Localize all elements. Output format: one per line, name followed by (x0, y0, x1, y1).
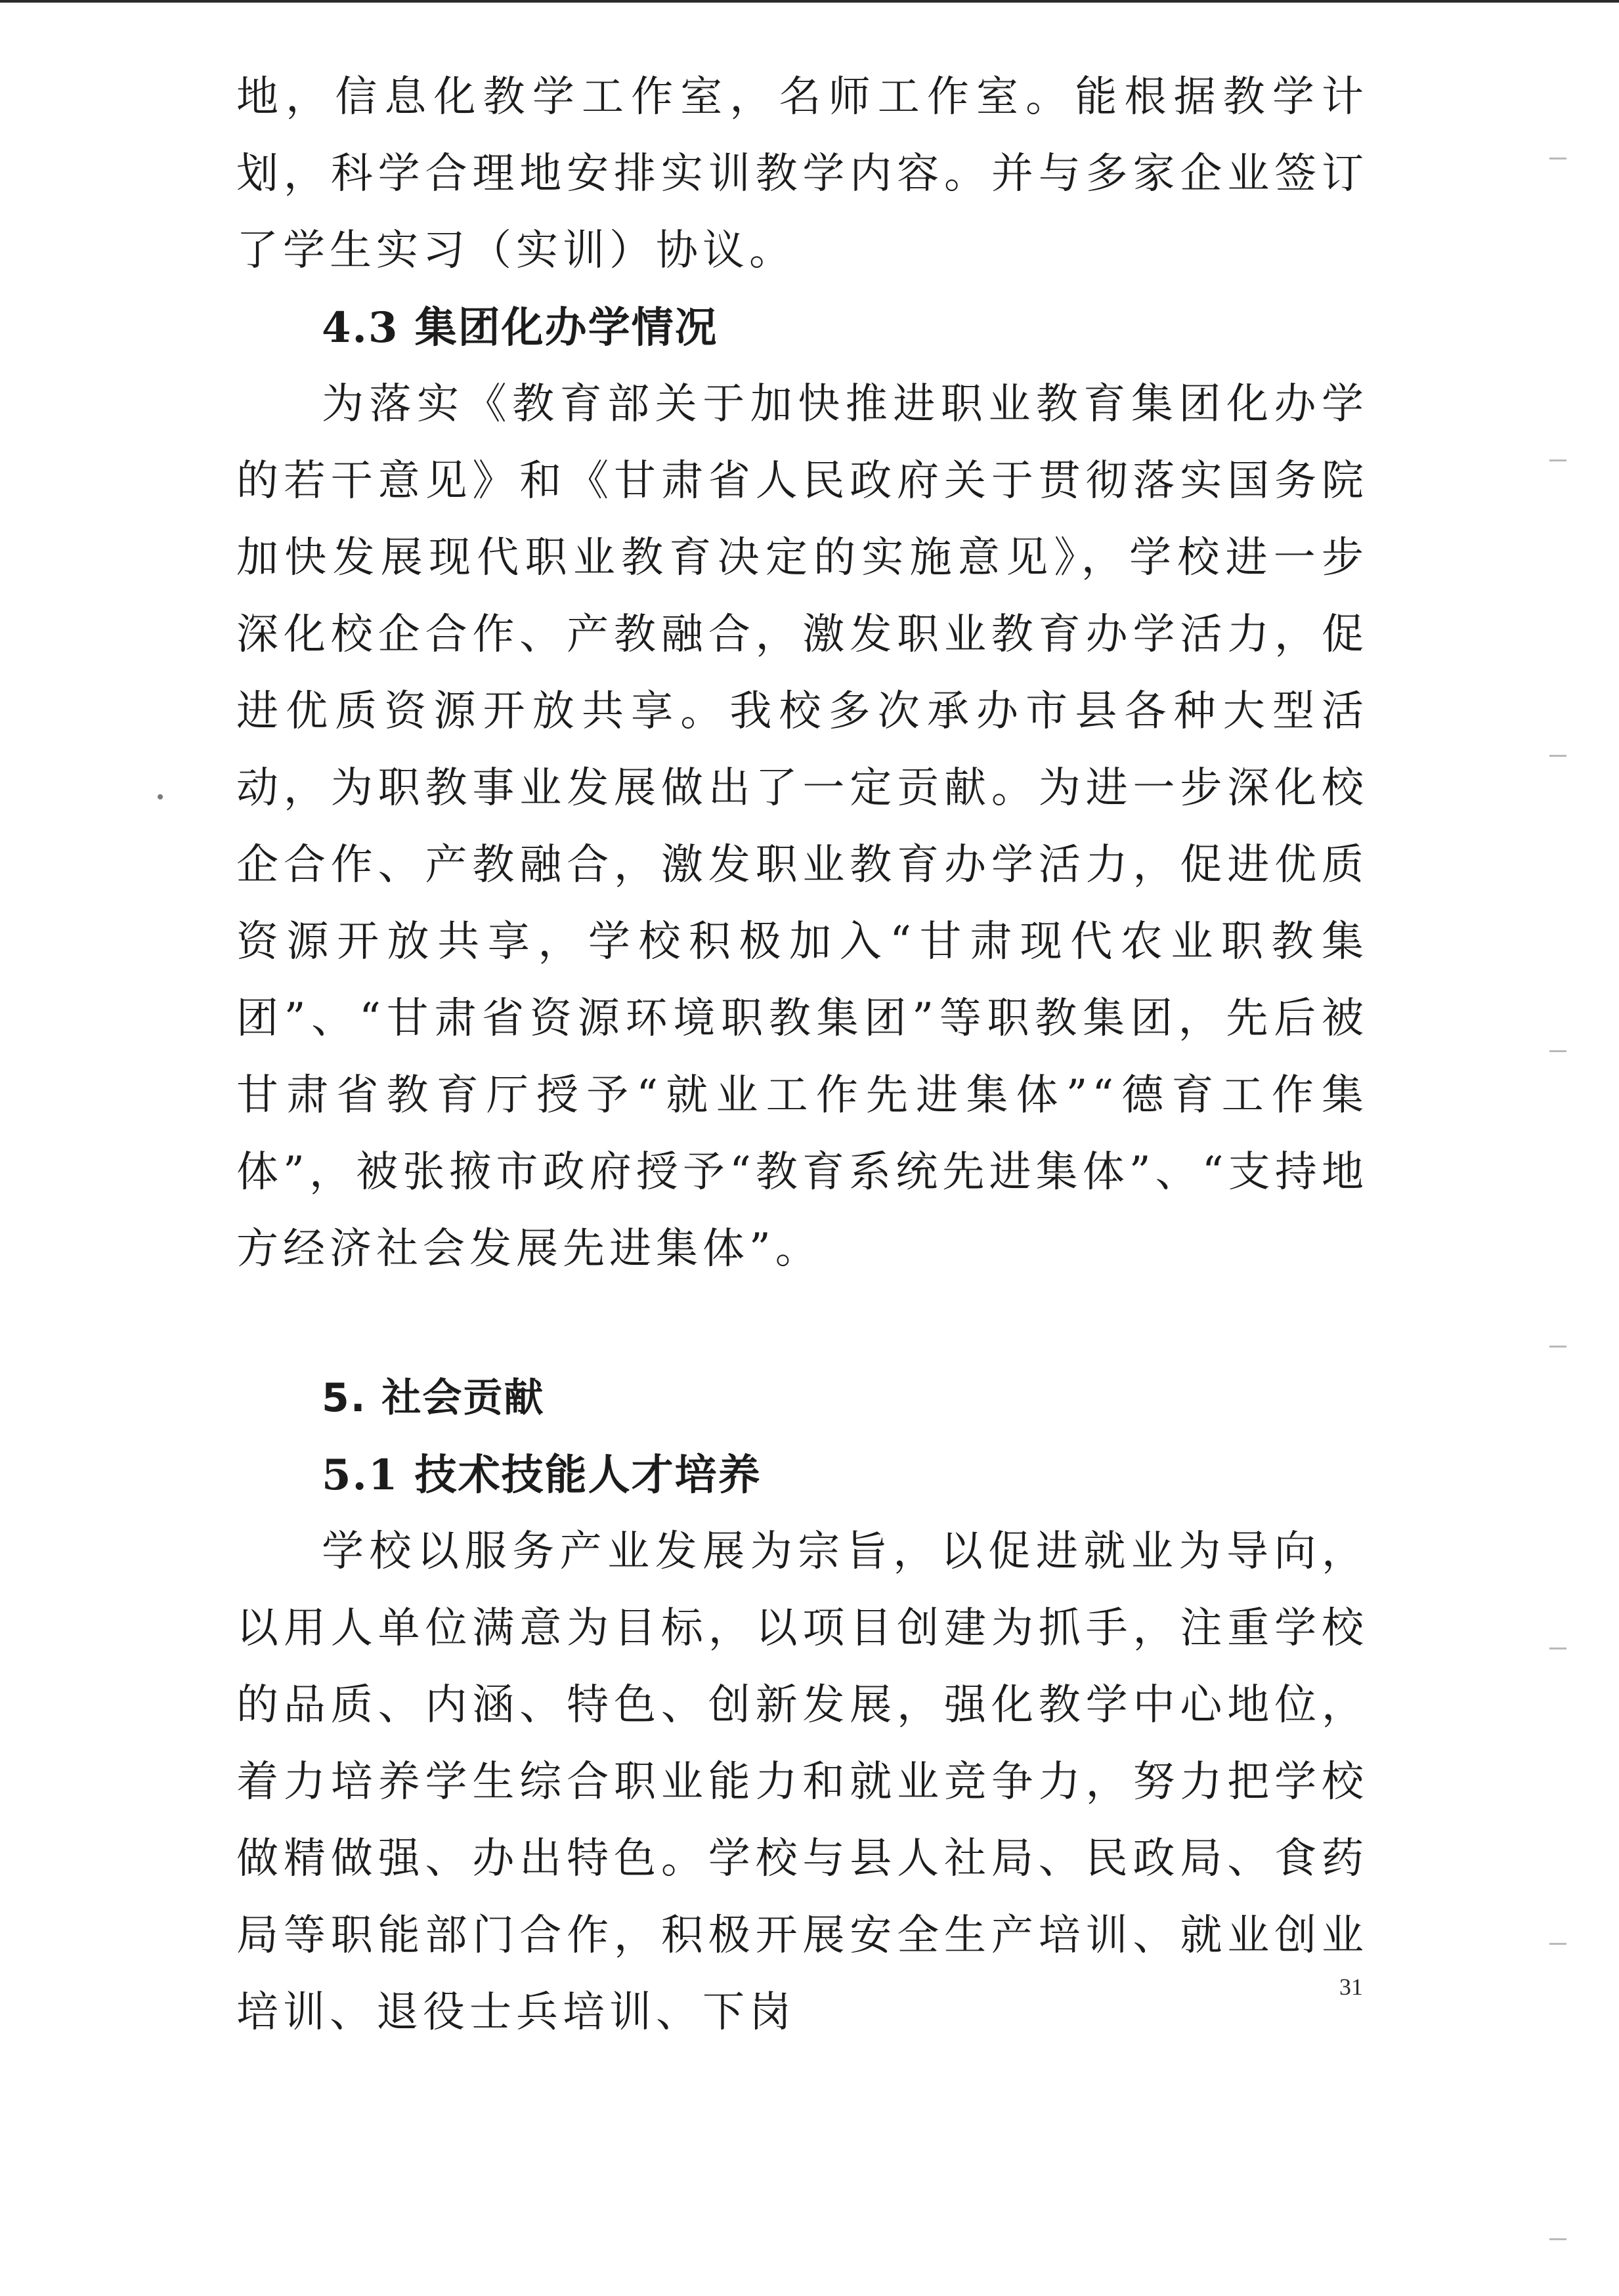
scan-mark (1549, 1943, 1566, 1945)
section-4-3-heading: 4.3 集团化办学情况 (322, 303, 718, 352)
section-5-heading: 5. 社会贡献 (322, 1375, 545, 1421)
scan-mark (1549, 755, 1566, 757)
scan-mark (1549, 1346, 1566, 1348)
scan-mark (1549, 1050, 1566, 1052)
scan-dot (158, 794, 163, 799)
scan-mark (1549, 158, 1566, 159)
scan-mark (1549, 459, 1566, 461)
continuation-paragraph: 地，信息化教学工作室，名师工作室。能根据教学计划，科学合理地安排实训教学内容。并与多家企业签订了学生实习（实训）协议。 (236, 73, 1368, 275)
section-4-3-paragraph: 为落实《教育部关于加快推进职业教育集团化办学的若干意见》和《甘肃省人民政府关于贯彻落实国务院加快发展现代职业教育决定的实施意见》，学校进一步深化校企合作、产教融合，激发职业教育办学活力，促进优质资源开放共享。我校多次承办市县各种大型活动，为职教事业发展做出了一定贡献。为进一步深化校企合作、产教融合，激发职业教育办学活力，促进优质资源开放共享，学校积极加入“甘肃现代农业职教集团”、“甘肃省资源环境职教集团”等职教集团，先后被甘肃省教育厅授予“就业工作先进集体”“德育工作集体”，被张掖市政府授予“教育系统先进集体”、“支持地方经济社会发展先进集体”。 (236, 380, 1368, 1273)
scan-top-edge (0, 0, 1619, 3)
section-5-1-heading: 5.1 技术技能人才培养 (322, 1451, 762, 1500)
scan-mark (1549, 2238, 1566, 2240)
section-5-1-paragraph: 学校以服务产业发展为宗旨，以促进就业为导向，以用人单位满意为目标，以项目创建为抓手，注重学校的品质、内涵、特色、创新发展，强化教学中心地位，着力培养学生综合职业能力和就业竞争力，努力把学校做精做强、办出特色。学校与县人社局、民政局、食药局等职能部门合作，积极开展安全生产培训、就业创业培训、退役士兵培训、下岗 (236, 1527, 1368, 2037)
page-number: 31 (1339, 1974, 1363, 2000)
scan-mark (1549, 1648, 1566, 1649)
page-content (236, 59, 1368, 2051)
